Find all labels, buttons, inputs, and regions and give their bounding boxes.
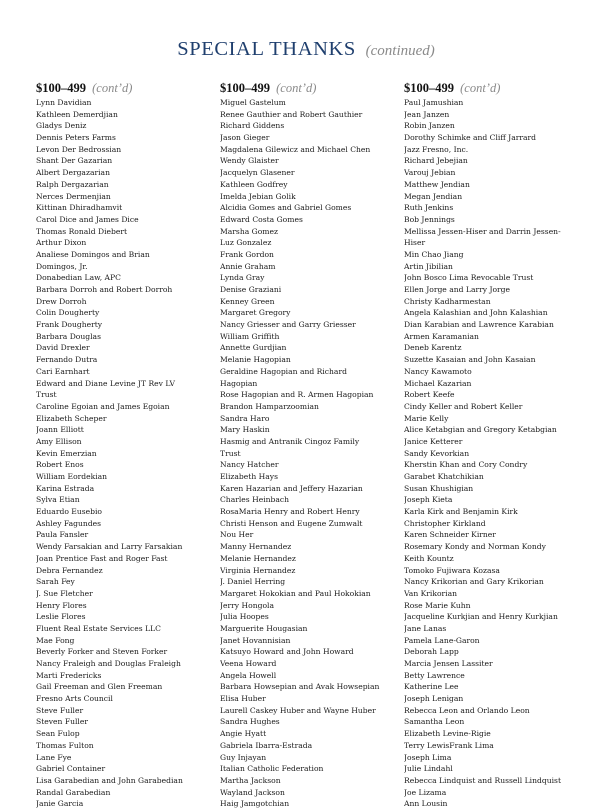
donor-name: Terry LewisFrank Lima: [404, 740, 494, 750]
donor-name: Ellen Jorge and Larry Jorge: [404, 285, 511, 294]
donor-name: Janice Ketterer: [404, 436, 463, 446]
donor-name: Hasmig and Antranik Cingoz Family: [220, 436, 360, 446]
donor-name: Kherstin Khan and Cory Condry: [404, 460, 528, 470]
donor-name: Christi Henson and Eugene Zumwalt: [220, 518, 363, 528]
donor-name: Jane Lanas: [404, 623, 447, 633]
donor-name: Mae Fong: [36, 635, 75, 645]
donor-name: Deneb Karentz: [404, 343, 462, 353]
donor-name: Jason Gieger: [220, 133, 270, 143]
donor-name: Sandra Haro: [220, 413, 270, 423]
donor-name: Marguerite Hougasian: [220, 623, 308, 633]
donor-name: Arthur Dixon: [36, 238, 87, 248]
donor-name: Elisa Huber: [220, 694, 266, 704]
donor-name: Manny Hernandez: [220, 542, 292, 552]
donor-name: Nou Her: [220, 530, 254, 540]
donor-name: Melanie Hernandez: [220, 553, 296, 563]
donor-name: Gail Freeman and Glen Freeman: [36, 682, 163, 692]
donor-name: Janet Hovannisian: [220, 635, 291, 645]
donor-name: Jacqueline Kurkjian and Henry Kurkjian: [404, 612, 558, 622]
donor-name: Randal Garabedian: [36, 787, 111, 797]
donor-name: Ruth Jenkins: [404, 203, 454, 213]
donor-name: Cindy Keller and Robert Keller: [404, 401, 523, 411]
donor-name: Denise Graziani: [220, 285, 282, 294]
donor-name: Barbara Dorroh and Robert Dorroh: [36, 285, 173, 294]
donor-name: Jerry Hongola: [220, 600, 274, 610]
donor-name: Katherine Lee: [404, 682, 459, 692]
donor-name: Wendy Farsakian and Larry Farsakian: [36, 542, 183, 552]
donor-name: Laurell Caskey Huber and Wayne Huber: [220, 705, 376, 715]
donor-name: Elizabeth Hays: [220, 472, 278, 481]
donor-name: Trust: [36, 390, 57, 400]
donor-name: Kathleen Demerdjian: [36, 109, 118, 119]
donor-name: Lynda Gray: [220, 273, 265, 283]
donor-name: Nancy Fraleigh and Douglas Fraleigh: [36, 659, 181, 668]
donor-name: Hagopian: [220, 378, 258, 388]
donor-name: Julia Hoopes: [220, 612, 269, 622]
donor-name: Marcia Jensen Lassiter: [404, 659, 493, 668]
donor-name: Richard Jebejian: [404, 156, 468, 166]
column-heading-amount: $100–499: [404, 81, 454, 95]
donor-name: Lane Fye: [36, 752, 72, 762]
donor-name: Joe Lizama: [404, 787, 447, 797]
donor-name: Kevin Emerzian: [36, 448, 97, 458]
donor-name: Analiese Domingos and Brian: [36, 249, 150, 259]
donor-name: Michael Kazarian: [404, 378, 472, 388]
donor-name: Steve Fuller: [36, 705, 84, 715]
donor-name: Janie Garcia: [36, 799, 84, 809]
donor-name: Paula Fansler: [36, 530, 89, 540]
column-heading-suffix: (cont’d): [276, 81, 317, 95]
column-heading-suffix: (cont’d): [460, 81, 501, 95]
donor-name: Joseph Kieta: [404, 495, 453, 505]
donor-name: Wayland Jackson: [220, 787, 285, 797]
donor-name: Marie Kelly: [404, 413, 449, 423]
donor-name: Christy Kadharmestan: [404, 296, 491, 306]
donor-column-1: [36, 80, 216, 810]
donor-name: Nancy Krikorian and Gary Krikorian: [404, 577, 544, 587]
donor-name: William Griffith: [220, 331, 280, 341]
donor-name: Dennis Peters Farms: [36, 133, 116, 143]
donor-name: Renee Gauthier and Robert Gauthier: [220, 109, 363, 119]
donor-name: Bob Jennings: [404, 214, 455, 224]
donor-name: Fernando Dutra: [36, 355, 98, 365]
column-heading-amount: $100–499: [220, 81, 270, 95]
donor-name: Thomas Fulton: [36, 740, 94, 750]
donor-name: Betty Lawrence: [404, 670, 465, 680]
donor-name: Donabedian Law, APC: [36, 273, 121, 283]
column-heading: [220, 80, 402, 96]
donor-name: Joan Prentice Fast and Roger Fast: [36, 553, 168, 563]
donor-name: Paul Jamushian: [404, 98, 464, 107]
donor-name: Charles Heinbach: [220, 495, 290, 505]
donor-name: William Eordekian: [36, 472, 108, 481]
donor-name: Lisa Garabedian and John Garabedian: [36, 775, 183, 785]
donor-name: Steven Fuller: [36, 717, 88, 727]
donor-name: David Drexler: [36, 343, 90, 353]
donor-name: Samantha Leon: [404, 717, 465, 727]
donor-name: Eduardo Eusebio: [36, 507, 102, 517]
donor-name: Ashley Fagundes: [36, 518, 102, 528]
donor-list: [404, 97, 594, 810]
donor-name: Veena Howard: [220, 659, 277, 668]
donor-name: Annette Gurdjian: [220, 343, 287, 353]
donor-name: Gladys Deniz: [36, 121, 87, 131]
donor-name: Hiser: [404, 238, 426, 248]
donor-name: Garabet Khatchikian: [404, 472, 484, 481]
donor-name: Nancy Hatcher: [220, 460, 279, 470]
page-title-suffix: (continued): [365, 43, 435, 59]
donor-name: Wendy Glaister: [220, 156, 279, 166]
donor-name: Jean Janzen: [404, 109, 450, 119]
donor-name: Drew Dorroh: [36, 296, 87, 306]
donor-name: Min Chao Jiang: [404, 249, 464, 259]
donor-name: Megan Jendian: [404, 191, 463, 201]
donor-name: Alcidia Gomes and Gabriel Gomes: [220, 203, 352, 213]
donor-name: Barbara Douglas: [36, 331, 101, 341]
donor-name: Pamela Lane-Garon: [404, 635, 480, 645]
donor-name: Kittinan Dhiradhamvit: [36, 203, 123, 213]
donor-name: Alice Ketabgian and Gregory Ketabgian: [404, 425, 557, 435]
donor-name: Fluent Real Estate Services LLC: [36, 623, 161, 633]
donor-name: Colin Dougherty: [36, 308, 100, 318]
donor-name: Christopher Kirkland: [404, 518, 486, 528]
donor-name: Rose Hagopian and R. Armen Hagopian: [220, 390, 374, 400]
donor-name: Miguel Gastelum: [220, 98, 286, 107]
donor-name: Van Krikorian: [404, 588, 457, 598]
donor-name: Robert Enos: [36, 460, 84, 470]
page-title-text: SPECIAL THANKS: [177, 38, 356, 60]
donor-name: Ann Lousin: [404, 799, 448, 809]
donor-name: Ralph Dergazarian: [36, 179, 109, 189]
donor-name: Matthew Jendian: [404, 179, 470, 189]
donor-name: Margaret Gregory: [220, 308, 291, 318]
donor-name: Suzette Kasaian and John Kasaian: [404, 355, 536, 365]
donor-name: Levon Der Bedrossian: [36, 144, 122, 154]
donor-name: J. Sue Fletcher: [36, 588, 93, 598]
donor-name: Barbara Howsepian and Avak Howsepian: [220, 682, 380, 692]
donor-name: Nerces Dermenjian: [36, 191, 111, 201]
donor-name: Richard Giddens: [220, 121, 285, 131]
donor-name: Angela Kalashian and John Kalashian: [404, 308, 548, 318]
donor-name: Sarah Fey: [36, 577, 75, 587]
column-heading: [36, 80, 216, 96]
donor-name: Artin Jibilian: [404, 261, 453, 271]
donor-name: Tomoko Fujiwara Kozasa: [404, 565, 500, 575]
donor-name: Henry Flores: [36, 600, 87, 610]
donor-name: Shant Der Gazarian: [36, 156, 113, 166]
donor-name: Carol Dice and James Dice: [36, 214, 139, 224]
donor-name: John Bosco Lima Revocable Trust: [404, 273, 534, 283]
donor-name: Jacquelyn Glasener: [220, 168, 295, 178]
donor-name: Karla Kirk and Benjamin Kirk: [404, 507, 518, 517]
donor-name: Joseph Lima: [404, 752, 452, 762]
donor-name: Thomas Ronald Diebert: [36, 226, 128, 236]
donor-name: Katsuyo Howard and John Howard: [220, 647, 354, 657]
donor-name: Fresno Arts Council: [36, 694, 113, 704]
donor-name: Sandra Hughes: [220, 717, 280, 727]
donor-name: Debra Fernandez: [36, 565, 103, 575]
donor-name: Rosemary Kondy and Norman Kondy: [404, 542, 546, 552]
donor-name: Robin Janzen: [404, 121, 455, 131]
donor-name: Mellissa Jessen-Hiser and Darrin Jessen-: [404, 226, 561, 236]
donor-name: Frank Gordon: [220, 249, 274, 259]
donor-name: Imelda Jebian Golik: [220, 191, 296, 201]
donor-name: Joann Elliott: [36, 425, 84, 435]
column-heading-suffix: (cont’d): [92, 81, 133, 95]
donor-name: Susan Khushigian: [404, 483, 474, 493]
donor-name: Guy Injayan: [220, 752, 267, 762]
donor-name: Melanie Hagopian: [220, 355, 291, 365]
column-heading: [404, 80, 594, 96]
donor-name: Karen Hazarian and Jeffery Hazarian: [220, 483, 363, 493]
donor-name: Gabriela Ibarra-Estrada: [220, 740, 313, 750]
donor-name: Sylva Etian: [36, 495, 80, 505]
donor-name: Joseph Lenigan: [404, 694, 464, 704]
donor-list: [36, 97, 216, 810]
donor-name: Albert Dergazarian: [36, 168, 110, 178]
donor-name: Luz Gonzalez: [220, 238, 272, 248]
donor-name: Angie Hyatt: [220, 729, 267, 739]
donor-name: Cari Earnhart: [36, 366, 90, 376]
donor-name: J. Daniel Herring: [220, 577, 286, 587]
column-heading-amount: $100–499: [36, 81, 86, 95]
donor-name: Marti Fredericks: [36, 670, 102, 680]
donor-name: Armen Karamanian: [404, 331, 479, 341]
donor-name: Julie Lindahl: [404, 764, 453, 774]
donor-name: Robert Keefe: [404, 390, 455, 400]
donor-name: Magdalena Gilewicz and Michael Chen: [220, 144, 371, 154]
donor-name: Nancy Griesser and Garry Griesser: [220, 320, 356, 330]
donor-name: Brandon Hamparzoomian: [220, 401, 319, 411]
donor-name: Geraldine Hagopian and Richard: [220, 366, 347, 376]
donor-name: RosaMaria Henry and Robert Henry: [220, 507, 360, 517]
donor-name: Mary Haskin: [220, 425, 270, 435]
donor-name: Kathleen Godfrey: [220, 179, 288, 189]
donor-name: Rose Marie Kuhn: [404, 600, 471, 610]
donor-name: Keith Kountz: [404, 553, 454, 563]
donor-name: Leslie Flores: [36, 612, 86, 622]
donor-name: Trust: [220, 448, 241, 458]
donor-name: Marsha Gomez: [220, 226, 278, 236]
donor-name: Frank Dougherty: [36, 320, 103, 330]
donor-list: [220, 97, 402, 810]
donor-name: Sandy Kevorkian: [404, 448, 470, 458]
donor-name: Gabriel Container: [36, 764, 106, 774]
donor-name: Kenney Green: [220, 296, 275, 306]
donor-name: Virginia Hernandez: [220, 565, 296, 575]
donor-name: Martha Jackson: [220, 775, 281, 785]
donor-name: Deborah Lapp: [404, 647, 459, 657]
donor-name: Rebecca Lindquist and Russell Lindquist: [404, 775, 561, 785]
donor-name: Amy Ellison: [36, 436, 82, 446]
donor-name: Caroline Egoian and James Egoian: [36, 401, 170, 411]
donor-name: Annie Graham: [220, 261, 276, 271]
donor-name: Nancy Kawamoto: [404, 366, 472, 376]
donor-name: Beverly Forker and Steven Forker: [36, 647, 168, 657]
donor-name: Rebecca Leon and Orlando Leon: [404, 705, 530, 715]
donor-name: Edward and Diane Levine JT Rev LV: [36, 378, 175, 388]
donor-name: Lynn Davidian: [36, 98, 92, 107]
donor-name: Angela Howell: [220, 670, 277, 680]
donor-name: Sean Fulop: [36, 729, 80, 739]
donor-name: Karina Estrada: [36, 483, 95, 493]
donor-name: Karen Schneider Kirner: [404, 530, 496, 540]
donor-name: Haig Jamgotchian: [220, 799, 290, 809]
donor-name: Elizabeth Levine-Rigie: [404, 729, 491, 739]
donor-name: Dian Karabian and Lawrence Karabian: [404, 320, 554, 330]
donor-name: Varouj Jebian: [404, 168, 456, 178]
donor-name: Domingos, Jr.: [36, 261, 88, 271]
donor-name: Dorothy Schimke and Cliff Jarrard: [404, 133, 537, 143]
donor-column-3: [404, 80, 594, 810]
donor-name: Elizabeth Scheper: [36, 413, 107, 423]
donor-column-2: [220, 80, 402, 810]
donor-name: Italian Catholic Federation: [220, 764, 324, 774]
donor-name: Jazz Fresno, Inc.: [404, 144, 469, 154]
donor-name: Edward Costa Gomes: [220, 214, 303, 224]
donor-name: Margaret Hokokian and Paul Hokokian: [220, 588, 371, 598]
